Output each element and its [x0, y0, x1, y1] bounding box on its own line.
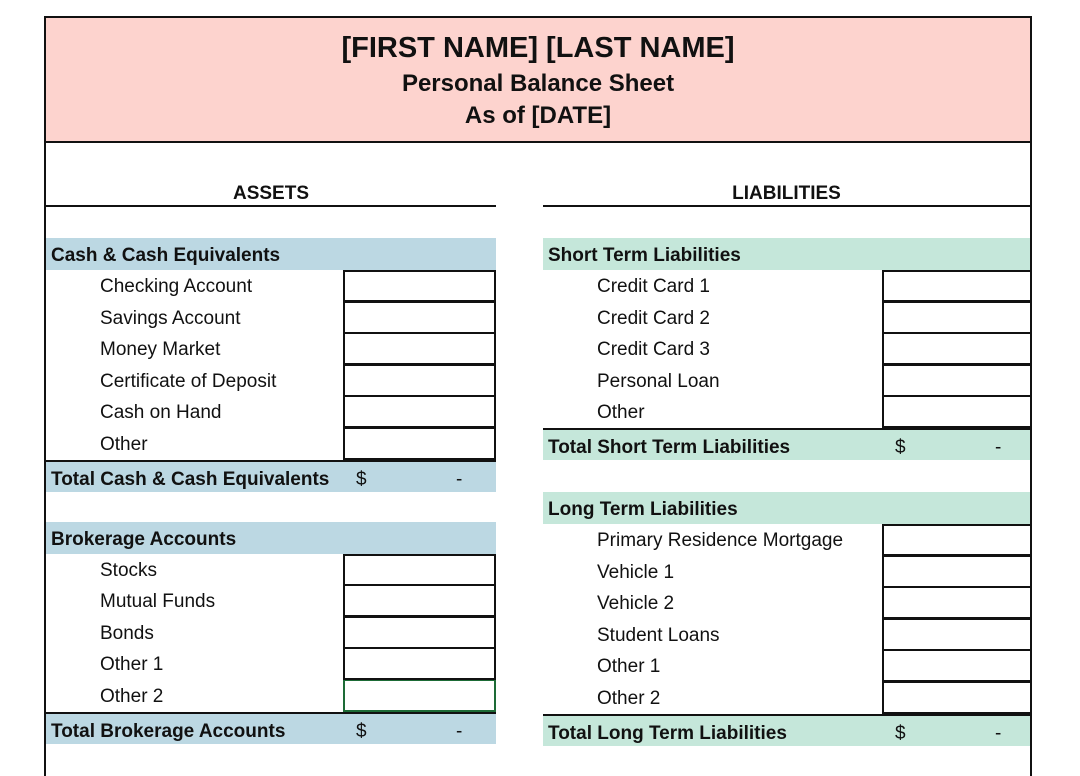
long-term-other-1-input[interactable] — [882, 650, 1032, 682]
liability-label: Credit Card 3 — [597, 339, 710, 361]
liability-row — [543, 619, 1030, 651]
asset-row — [46, 302, 496, 334]
short-term-total-row — [543, 428, 1030, 460]
asset-label: Bonds — [100, 622, 154, 644]
currency-symbol: $ — [895, 722, 906, 744]
currency-symbol: $ — [356, 468, 367, 490]
liability-label: Credit Card 2 — [597, 307, 710, 329]
balance-sheet — [44, 16, 1032, 776]
liability-row — [543, 302, 1030, 334]
long-term-total-row — [543, 714, 1030, 746]
short-term-total-label: Total Short Term Liabilities — [548, 436, 791, 458]
brokerage-total-label: Total Brokerage Accounts — [51, 720, 286, 742]
money-market-input[interactable] — [343, 333, 496, 365]
short-term-other-input[interactable] — [882, 396, 1032, 428]
liability-row — [543, 524, 1030, 556]
credit-card-3-input[interactable] — [882, 333, 1032, 365]
bonds-input[interactable] — [343, 617, 496, 649]
liability-label: Other 2 — [597, 687, 661, 709]
savings-account-input[interactable] — [343, 302, 496, 334]
currency-symbol: $ — [895, 436, 906, 458]
mortgage-input[interactable] — [882, 524, 1032, 556]
cash-total-row — [46, 460, 496, 492]
asset-row — [46, 428, 496, 460]
asset-label: Mutual Funds — [100, 591, 216, 613]
asset-row — [46, 554, 496, 586]
long-term-total-value: - — [995, 722, 1002, 744]
assets-heading: ASSETS — [46, 168, 496, 207]
liability-label: Vehicle 2 — [597, 593, 675, 615]
asset-row — [46, 396, 496, 428]
sheet-date: As of [DATE] — [464, 102, 612, 129]
credit-card-1-input[interactable] — [882, 270, 1032, 302]
long-term-section-title: Long Term Liabilities — [543, 492, 1030, 524]
liability-label: Other — [597, 402, 645, 424]
liability-label: Vehicle 1 — [597, 561, 675, 583]
credit-card-2-input[interactable] — [882, 302, 1032, 334]
asset-row — [46, 617, 496, 649]
sheet-header — [46, 18, 1030, 143]
cash-section-title: Cash & Cash Equivalents — [46, 238, 496, 270]
cash-other-input[interactable] — [343, 428, 496, 460]
short-term-section-title: Short Term Liabilities — [543, 238, 1030, 270]
liability-row — [543, 556, 1030, 588]
asset-label: Money Market — [100, 339, 221, 361]
assets-column — [46, 168, 496, 744]
long-term-other-2-input[interactable] — [882, 682, 1032, 714]
brokerage-section-title: Brokerage Accounts — [46, 522, 496, 554]
liability-label: Other 1 — [597, 656, 661, 678]
brokerage-other-1-input[interactable] — [343, 648, 496, 680]
personal-loan-input[interactable] — [882, 365, 1032, 397]
liability-label: Primary Residence Mortgage — [597, 529, 844, 551]
sheet-subtitle: Personal Balance Sheet — [401, 70, 675, 97]
liabilities-heading: LIABILITIES — [543, 168, 1030, 207]
asset-label: Stocks — [100, 559, 158, 581]
vehicle-2-input[interactable] — [882, 587, 1032, 619]
certificate-of-deposit-input[interactable] — [343, 365, 496, 397]
asset-label: Savings Account — [100, 307, 241, 329]
spacer — [46, 492, 496, 522]
cash-total-label: Total Cash & Cash Equivalents — [51, 468, 330, 490]
currency-symbol: $ — [356, 720, 367, 742]
asset-row — [46, 648, 496, 680]
long-term-total-label: Total Long Term Liabilities — [548, 722, 787, 744]
asset-label: Other 1 — [100, 654, 164, 676]
asset-row — [46, 333, 496, 365]
liabilities-column — [543, 168, 1030, 746]
asset-row — [46, 680, 496, 712]
asset-label: Checking Account — [100, 276, 253, 297]
liability-row — [543, 587, 1030, 619]
asset-row — [46, 365, 496, 397]
liability-row — [543, 270, 1030, 302]
checking-account-input[interactable] — [343, 270, 496, 302]
stocks-input[interactable] — [343, 554, 496, 586]
vehicle-1-input[interactable] — [882, 556, 1032, 588]
owner-name: [FIRST NAME] [LAST NAME] — [341, 32, 735, 64]
liability-row — [543, 650, 1030, 682]
liability-row — [543, 333, 1030, 365]
liability-label: Credit Card 1 — [597, 276, 710, 297]
cash-total-value: - — [456, 468, 463, 490]
liability-label: Student Loans — [597, 624, 720, 646]
liability-row — [543, 365, 1030, 397]
asset-label: Certificate of Deposit — [100, 370, 277, 392]
asset-label: Cash on Hand — [100, 402, 222, 424]
brokerage-total-row — [46, 712, 496, 744]
liability-row — [543, 396, 1030, 428]
cash-on-hand-input[interactable] — [343, 396, 496, 428]
liability-row — [543, 682, 1030, 714]
short-term-total-value: - — [995, 436, 1002, 458]
asset-row — [46, 270, 496, 302]
liability-label: Personal Loan — [597, 370, 720, 392]
mutual-funds-input[interactable] — [343, 585, 496, 617]
brokerage-other-2-input[interactable] — [343, 680, 496, 712]
brokerage-total-value: - — [456, 720, 463, 742]
asset-label: Other — [100, 433, 148, 455]
student-loans-input[interactable] — [882, 619, 1032, 651]
asset-row — [46, 585, 496, 617]
asset-label: Other 2 — [100, 685, 164, 707]
